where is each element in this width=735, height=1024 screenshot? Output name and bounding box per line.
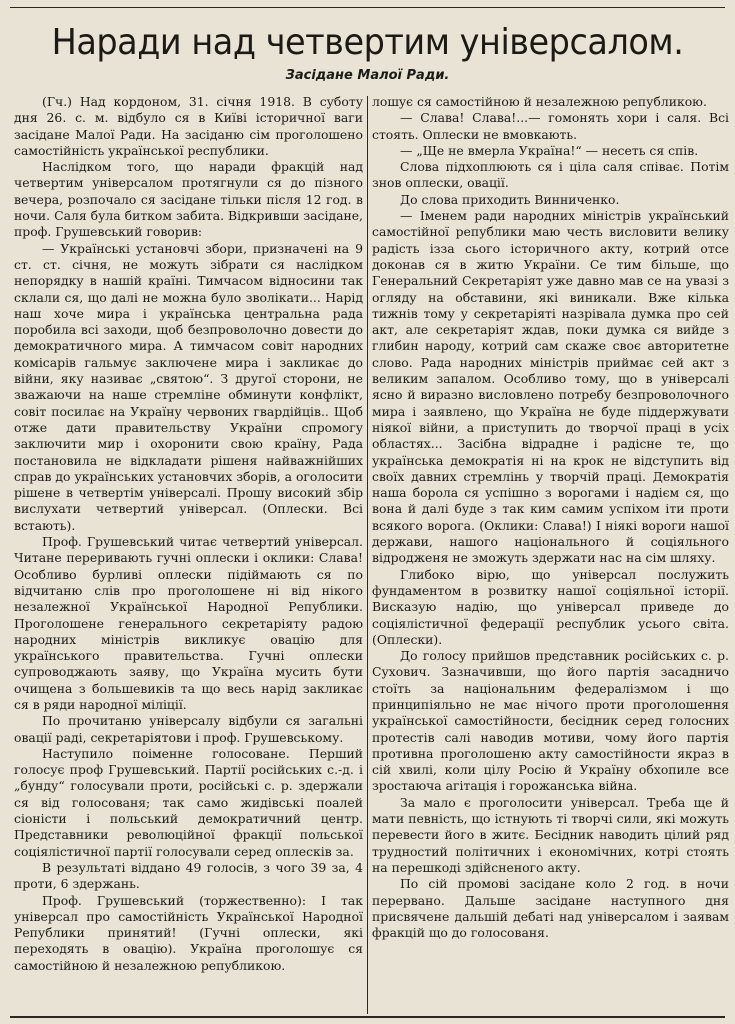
paragraph-slava: — Слава! Слава!...— гомонять хори і саля. Всі стоять. Оплески не вмовкають. <box>372 110 729 142</box>
column-divider <box>367 96 368 1014</box>
paragraph-opening: (Гч.) Над кордоном, 31. січня 1918. В суботу дня 26. с. м. відбуло ся в Київі історичної ваги засідане Малої Ради. На засіданю сім проголошено самостійність української республики. <box>14 94 363 158</box>
article-columns <box>14 94 729 1014</box>
left-column <box>14 94 363 1014</box>
paragraph-session-break: По сій промові засідане коло 2 год. в ночи перервано. Дальше засідане наступного дня присвячене дальшій дебаті над універсалом і заявам фракцій що до голосованя. <box>372 876 729 941</box>
paragraph-hall-sings: Слова підхоплюють ся і ціла саля співає. Потім знов оплески, овації. <box>372 159 729 191</box>
paragraph-proclamation-continued: лошує ся самостійною й незалежною републикою. <box>372 94 707 109</box>
paragraph-session-start: Наслідком того, що наради фракцій над четвертим універсалом протягнули ся до пізного вечера, розпочало ся засідане тільки після 12 год. в ночи. Саля була битком забита. Відкривши засідане, проф. Грушевський говорив: <box>14 159 363 240</box>
paragraph-belief: Глибоко вірю, що універсал послужить фундаментом в розвитку нашої соціяльної історії. Висказую надію, що універсал приведе до соціялістичної федерації республик усього світа. (Оплески). <box>372 566 729 647</box>
paragraph-ovations: По прочитаню універсалу відбули ся загальні овації раді, секретаріятови і проф. Грушевському. <box>14 713 363 745</box>
paragraph-universal-reading: Проф. Грушевський читає четвертий універсал. Читане переривають гучні оплески і оклики: Слава! Особливо бурливі оплески підіймають ся по відчитаню слів про проголошене ні від нікого незалежної Української Народної Републики. Проголошене генерального секретаріяту радою народних міністрів викликує овацію для українського правительства. Гучні оплески супроводжають заяву, що Україна мусить бути очищена з большевиків та що весь нарід закликає ся в ряди народної міліції. <box>14 534 363 712</box>
paragraph-hrushevsky-speech: — Українські установчі збори, призначені на 9 ст. ст. січня, не можуть зібрати ся наслідком непорядку в нашій країні. Тимчасом відносини так склали ся, що далі не можна було зволікати... Нарід наш хоче мира і українська центральна рада поробила всі заходи, щоб безпроволочно довести до демократичного мира. А тимчасом совіт народних комісарів гальмує заключене мира і закликає до війни, яку називає „святою“. З другої сторони, не зважаючи на наше стремліне обминути конфлікт, совіт посилає на Україну червоних гвардійців.. Щоб отже дати правительству України спромогу заключити мир і охоронити свою країну, Рада постановила не відкладати рішеня найважнійших справ до українських установчих зборів, а оголосити рішене в четвертім універсалі. Прошу високий збір вислухати четвертий універсал. (Оплески. Всі встають). <box>14 240 363 533</box>
paragraph-vynnychenko-intro: До слова приходить Винниченко. <box>400 191 620 207</box>
paragraph-roll-call-vote: Наступило поіменне голосоване. Перший голосує проф Грушевський. Партії російських с.-д. і „бунду“ голосували проти, російські с. р. здержали ся від голосованя; так само жидівські поалей сіоністи і польський демократичний центр. Представники революційної фракції польської соціялістичної партії голосували серед оплесків за. <box>14 745 363 859</box>
paragraph-proclamation: Проф. Грушевський (торжественно): І так універсал про самостійність Української Народної Републики принятий! (Гучні оплески, які переходять в овацію). Україна проголошує ся самостійною й незалежною републикою. <box>14 892 363 973</box>
top-rule <box>10 7 725 8</box>
bottom-rule <box>10 1016 725 1018</box>
right-column <box>372 94 729 1014</box>
article-title: Наради над четвертим універсалом. <box>51 22 684 63</box>
paragraph-vynnychenko-speech: — Іменем ради народних міністрів український самостійної републики маю честь висловити велику радість ізза сього історичного акту, котрий отсе доконав ся в житю України. Се тим більше, що Генеральний Секретаріят уже давно мав се на увазі з огляду на обставини, які виникали. Вже кілька тижнів тому у секретаріяті назрівала думка про сей акт, але секретаріят ждав, поки думка ся вийде з глибин народу, котрий сам скаже своє авторитетне слово. Рада народних міністрів приймає сей акт з великим запалом. Особливо тому, що в універсалі ясно й виразно висловлено потребу безпроволочного мира і заявлено, що Україна не буде піддержувати ніякої війни, а приступить до творчої праці в усіх областях... Засібна відрадне і радісне те, що українська демократія ні на крок не відступить від своїх давних стремлінь у творчій праці. Демократія наша борола ся успішно з ворогами і надієм ся, що вона й далі буде з так ким самим успіхом іти проти всякого ворога. (Оклики: Слава!) І ніякі вороги нашої держави, нашого національного й соціяльного відродженя не зможуть здержати нас на сім шляху. <box>372 208 729 566</box>
paragraph-anthem: — „Ще не вмерла Україна!“ — несеть ся спів. <box>400 142 699 158</box>
paragraph-creative-forces: За мало є проголосити універсал. Треба ще й мати певність, що істнують ті творчі сили, які можуть перевести його в житє. Бесідник наводить цілий ряд трудностий політичних і економічних, котрі стоять на перешкоді здійсненого акту. <box>372 794 729 875</box>
paragraph-vote-result: В результаті віддано 49 голосів, з чого 39 за, 4 проти, 6 здержань. <box>14 859 363 892</box>
article-subtitle: Засідане Малої Ради. <box>285 68 450 83</box>
paragraph-sukhovych: До голосу прийшов представник російських с. р. Сухович. Зазначивши, що його партія засадничо стоїть за національним федералізмом і що принципіяльно не має нічого проти проголошення української самостійности, бесідник серед голосних протестів салі наводив мотиви, чому його партія противна проголошеню акту самостійности якраз в сій хвилі, коли цілу Росію й Україну обхопиле все зростаюча агітація і горожанська війна. <box>372 648 729 794</box>
